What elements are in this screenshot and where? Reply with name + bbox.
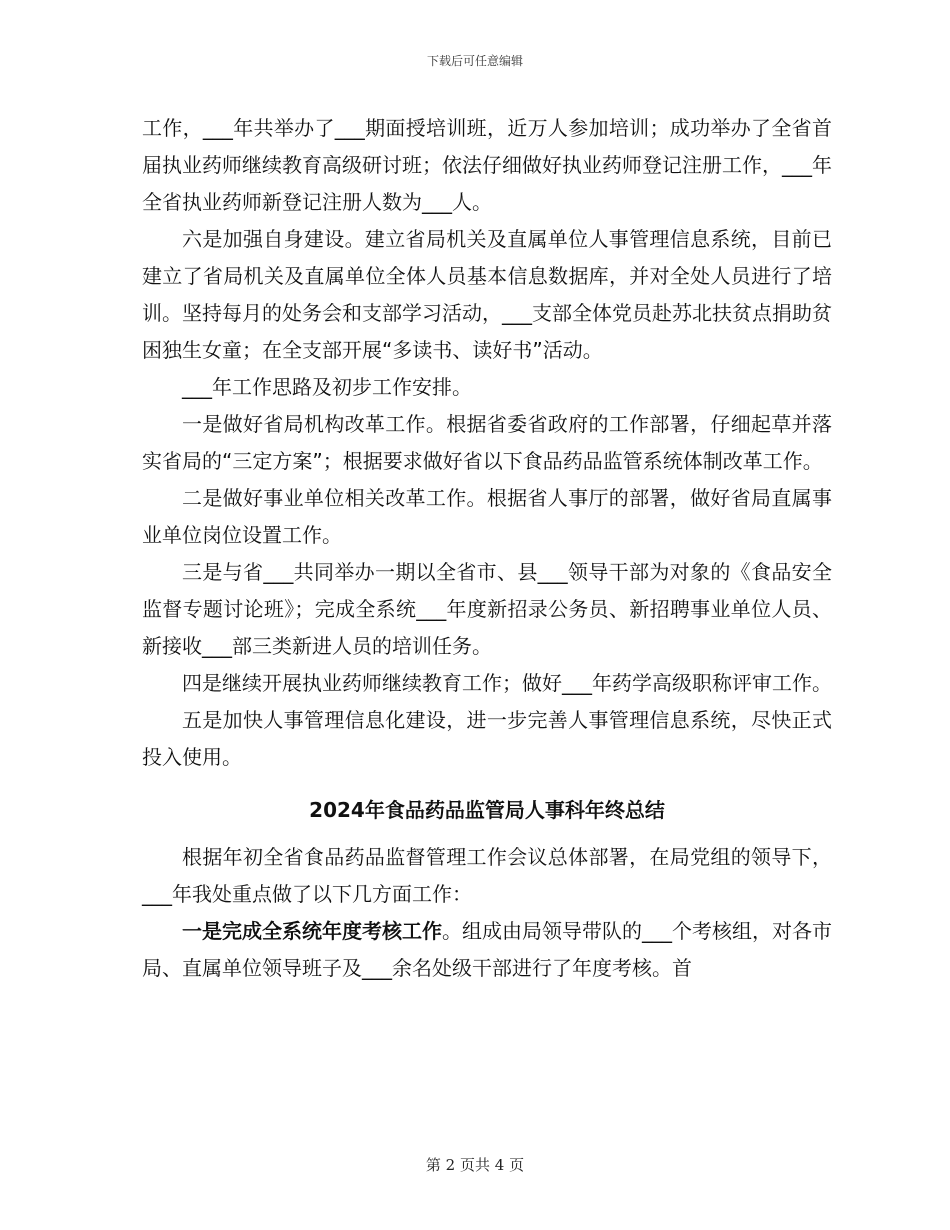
- paragraph: [142, 913, 832, 987]
- paragraph: 五是加快人事管理信息化建设，进一步完善人事管理信息系统，尽快正式投入使用。: [142, 708, 832, 769]
- document-body: [142, 110, 832, 987]
- bold-lead-text: 一是完成全系统年度考核工作: [182, 919, 442, 943]
- paragraph: 四是继续开展执业药师继续教育工作；做好___年药学高级职称评审工作。: [182, 671, 832, 695]
- paragraph: ___年工作思路及初步工作安排。: [182, 375, 472, 399]
- paragraph: 一是做好省局机构改革工作。根据省委省政府的工作部署，仔细起草并落实省局的“三定方案”；根据要求做好省以下食品药品监管系统体制改革工作。: [142, 412, 832, 473]
- paragraph: 工作，___年共举办了___期面授培训班，近万人参加培训；成功举办了全省首届执业药师继续教育高级研讨班；依法仔细做好执业药师登记注册工作，___年全省执业药师新登记注册人数为___人。: [142, 116, 832, 214]
- paragraph: 根据年初全省食品药品监督管理工作会议总体部署，在局党组的领导下，___年我处重点做了以下几方面工作：: [142, 845, 832, 906]
- paragraph-text: 。组成由局领导带队的___个考核组，对各市局、直属单位领导班子及___余名处级干部进行了年度考核。首: [142, 919, 832, 980]
- paragraph: 二是做好事业单位相关改革工作。根据省人事厅的部署，做好省局直属事业单位岗位设置工作。: [142, 486, 832, 547]
- page-footer: 第 2 页共 4 页: [425, 1156, 525, 1174]
- paragraph: 六是加强自身建设。建立省局机关及直属单位人事管理信息系统，目前已建立了省局机关及直属单位全体人员基本信息数据库，并对全处人员进行了培训。坚持每月的处务会和支部学习活动，___支部全体党员赴苏北扶贫点捐助贫困独生女童；在全支部开展“多读书、读好书”活动。: [142, 227, 832, 362]
- section-title: 2024年食品药品监管局人事科年终总结: [309, 798, 665, 822]
- paragraph: 三是与省___共同举办一期以全省市、县___领导干部为对象的《食品安全监督专题讨论班》；完成全系统___年度新招录公务员、新招聘事业单位人员、新接收___部三类新进人员的培训任务。: [142, 560, 832, 658]
- page-header: 下载后可任意编辑: [426, 54, 523, 68]
